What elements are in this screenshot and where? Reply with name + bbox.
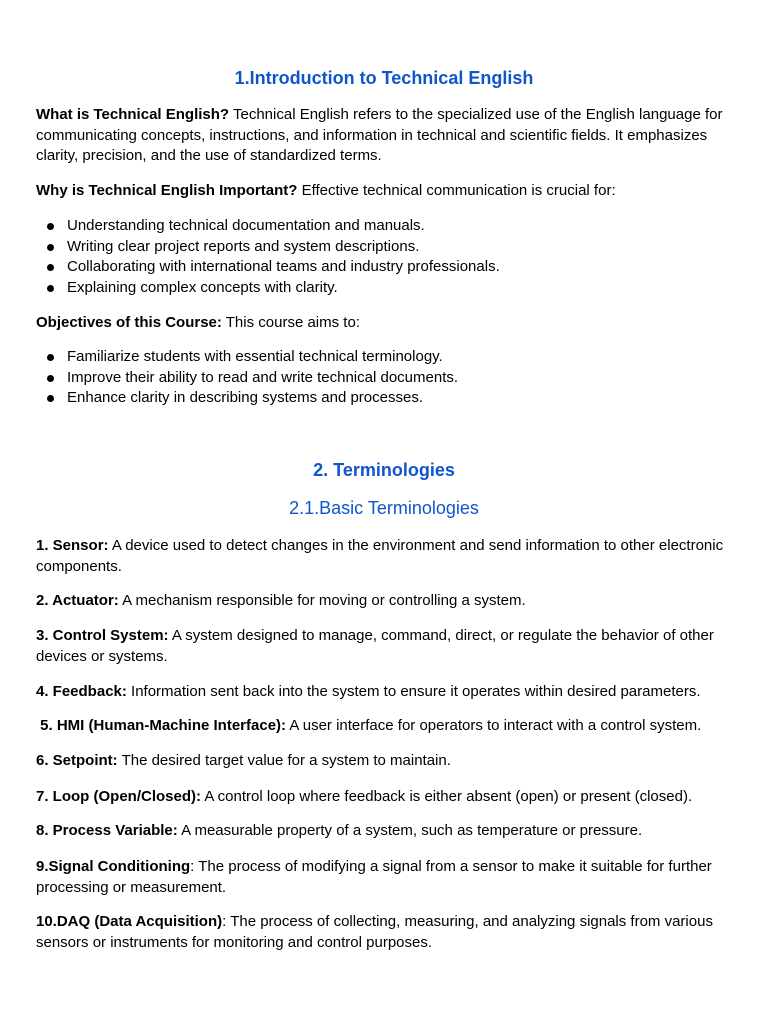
objectives-text: This course aims to: bbox=[221, 314, 360, 331]
what-label: What is Technical English? bbox=[36, 106, 230, 123]
term-text: : The process of collecting, measuring, and analyzing signals from various sensors or instruments for monitoring and control purposes. bbox=[36, 913, 713, 951]
bullet-icon bbox=[47, 354, 54, 361]
bullet-icon bbox=[47, 285, 54, 292]
list-item-text: Familiarize students with essential technical terminology. bbox=[67, 348, 443, 365]
objectives-list bbox=[36, 347, 732, 409]
term-text: The desired target value for a system to maintain. bbox=[117, 752, 451, 769]
term-item bbox=[36, 591, 732, 612]
list-item-text: Understanding technical documentation and manuals. bbox=[67, 217, 425, 234]
bullet-icon bbox=[47, 375, 54, 382]
list-item bbox=[36, 257, 732, 278]
why-paragraph bbox=[36, 181, 732, 202]
term-label: 1. Sensor: bbox=[36, 537, 109, 554]
term-text: Information sent back into the system to ensure it operates within desired parameters. bbox=[126, 683, 701, 700]
section2-subtitle: 2.1.Basic Terminologies bbox=[289, 498, 479, 518]
list-item bbox=[36, 388, 732, 409]
list-item bbox=[36, 237, 732, 258]
term-label: 5. HMI (Human-Machine Interface): bbox=[36, 717, 287, 734]
term-item bbox=[36, 912, 732, 953]
list-item-text: Explaining complex concepts with clarity. bbox=[67, 278, 338, 296]
term-item bbox=[36, 821, 732, 842]
objectives-label: Objectives of this Course: bbox=[36, 314, 222, 331]
term-label: 8. Process Variable: bbox=[36, 822, 178, 839]
term-item bbox=[36, 626, 732, 667]
term-label: 3. Control System: bbox=[36, 627, 169, 644]
term-text: A control loop where feedback is either absent (open) or present (closed). bbox=[201, 788, 693, 805]
why-list bbox=[36, 216, 732, 298]
term-item bbox=[36, 857, 732, 898]
term-label: 7. Loop (Open/Closed): bbox=[36, 788, 201, 805]
section2-title: 2. Terminologies bbox=[313, 460, 455, 480]
bullet-icon bbox=[47, 395, 54, 402]
term-label: 10.DAQ (Data Acquisition) bbox=[36, 913, 223, 930]
term-label: 2. Actuator: bbox=[36, 592, 119, 609]
list-item bbox=[36, 216, 732, 237]
term-text: A mechanism responsible for moving or controlling a system. bbox=[118, 592, 526, 609]
bullet-icon bbox=[47, 244, 54, 251]
what-paragraph bbox=[36, 105, 732, 167]
list-item bbox=[36, 278, 732, 299]
list-item bbox=[36, 347, 732, 368]
list-item bbox=[36, 368, 732, 389]
term-text: A system designed to manage, command, direct, or regulate the behavior of other devices or systems. bbox=[36, 627, 714, 665]
list-item-text: Collaborating with international teams and industry professionals. bbox=[67, 258, 500, 275]
term-item bbox=[36, 787, 732, 808]
why-label: Why is Technical English Important? bbox=[36, 182, 298, 199]
term-item bbox=[36, 536, 732, 577]
term-label: 6. Setpoint: bbox=[36, 752, 118, 769]
term-text: A measurable property of a system, such as temperature or pressure. bbox=[177, 822, 643, 839]
term-item bbox=[36, 751, 732, 772]
what-text: Technical English refers to the specialized use of the English language for communicating concepts, instructions, and information in technical and scientific fields. It emphasizes clarity, precision, and the use of standardized terms. bbox=[36, 106, 723, 164]
section1-title: 1.Introduction to Technical English bbox=[234, 68, 534, 88]
term-text: : The process of modifying a signal from a sensor to make it suitable for further processing or measurement. bbox=[36, 858, 712, 896]
term-label: 9.Signal Conditioning bbox=[36, 858, 191, 875]
bullet-icon bbox=[47, 223, 54, 230]
list-item-text: Enhance clarity in describing systems and processes. bbox=[67, 389, 424, 406]
term-item bbox=[36, 682, 746, 703]
objectives-paragraph bbox=[36, 313, 732, 334]
bullet-icon bbox=[47, 264, 54, 271]
term-text: A device used to detect changes in the environment and send information to other electronic components. bbox=[36, 537, 724, 575]
term-text: A user interface for operators to interact with a control system. bbox=[286, 717, 702, 734]
term-item bbox=[36, 716, 746, 737]
list-item-text: Writing clear project reports and system descriptions. bbox=[67, 237, 420, 255]
list-item-text: Improve their ability to read and write technical documents. bbox=[67, 368, 459, 386]
why-text: Effective technical communication is crucial for: bbox=[297, 182, 616, 199]
term-label: 4. Feedback: bbox=[36, 683, 127, 700]
